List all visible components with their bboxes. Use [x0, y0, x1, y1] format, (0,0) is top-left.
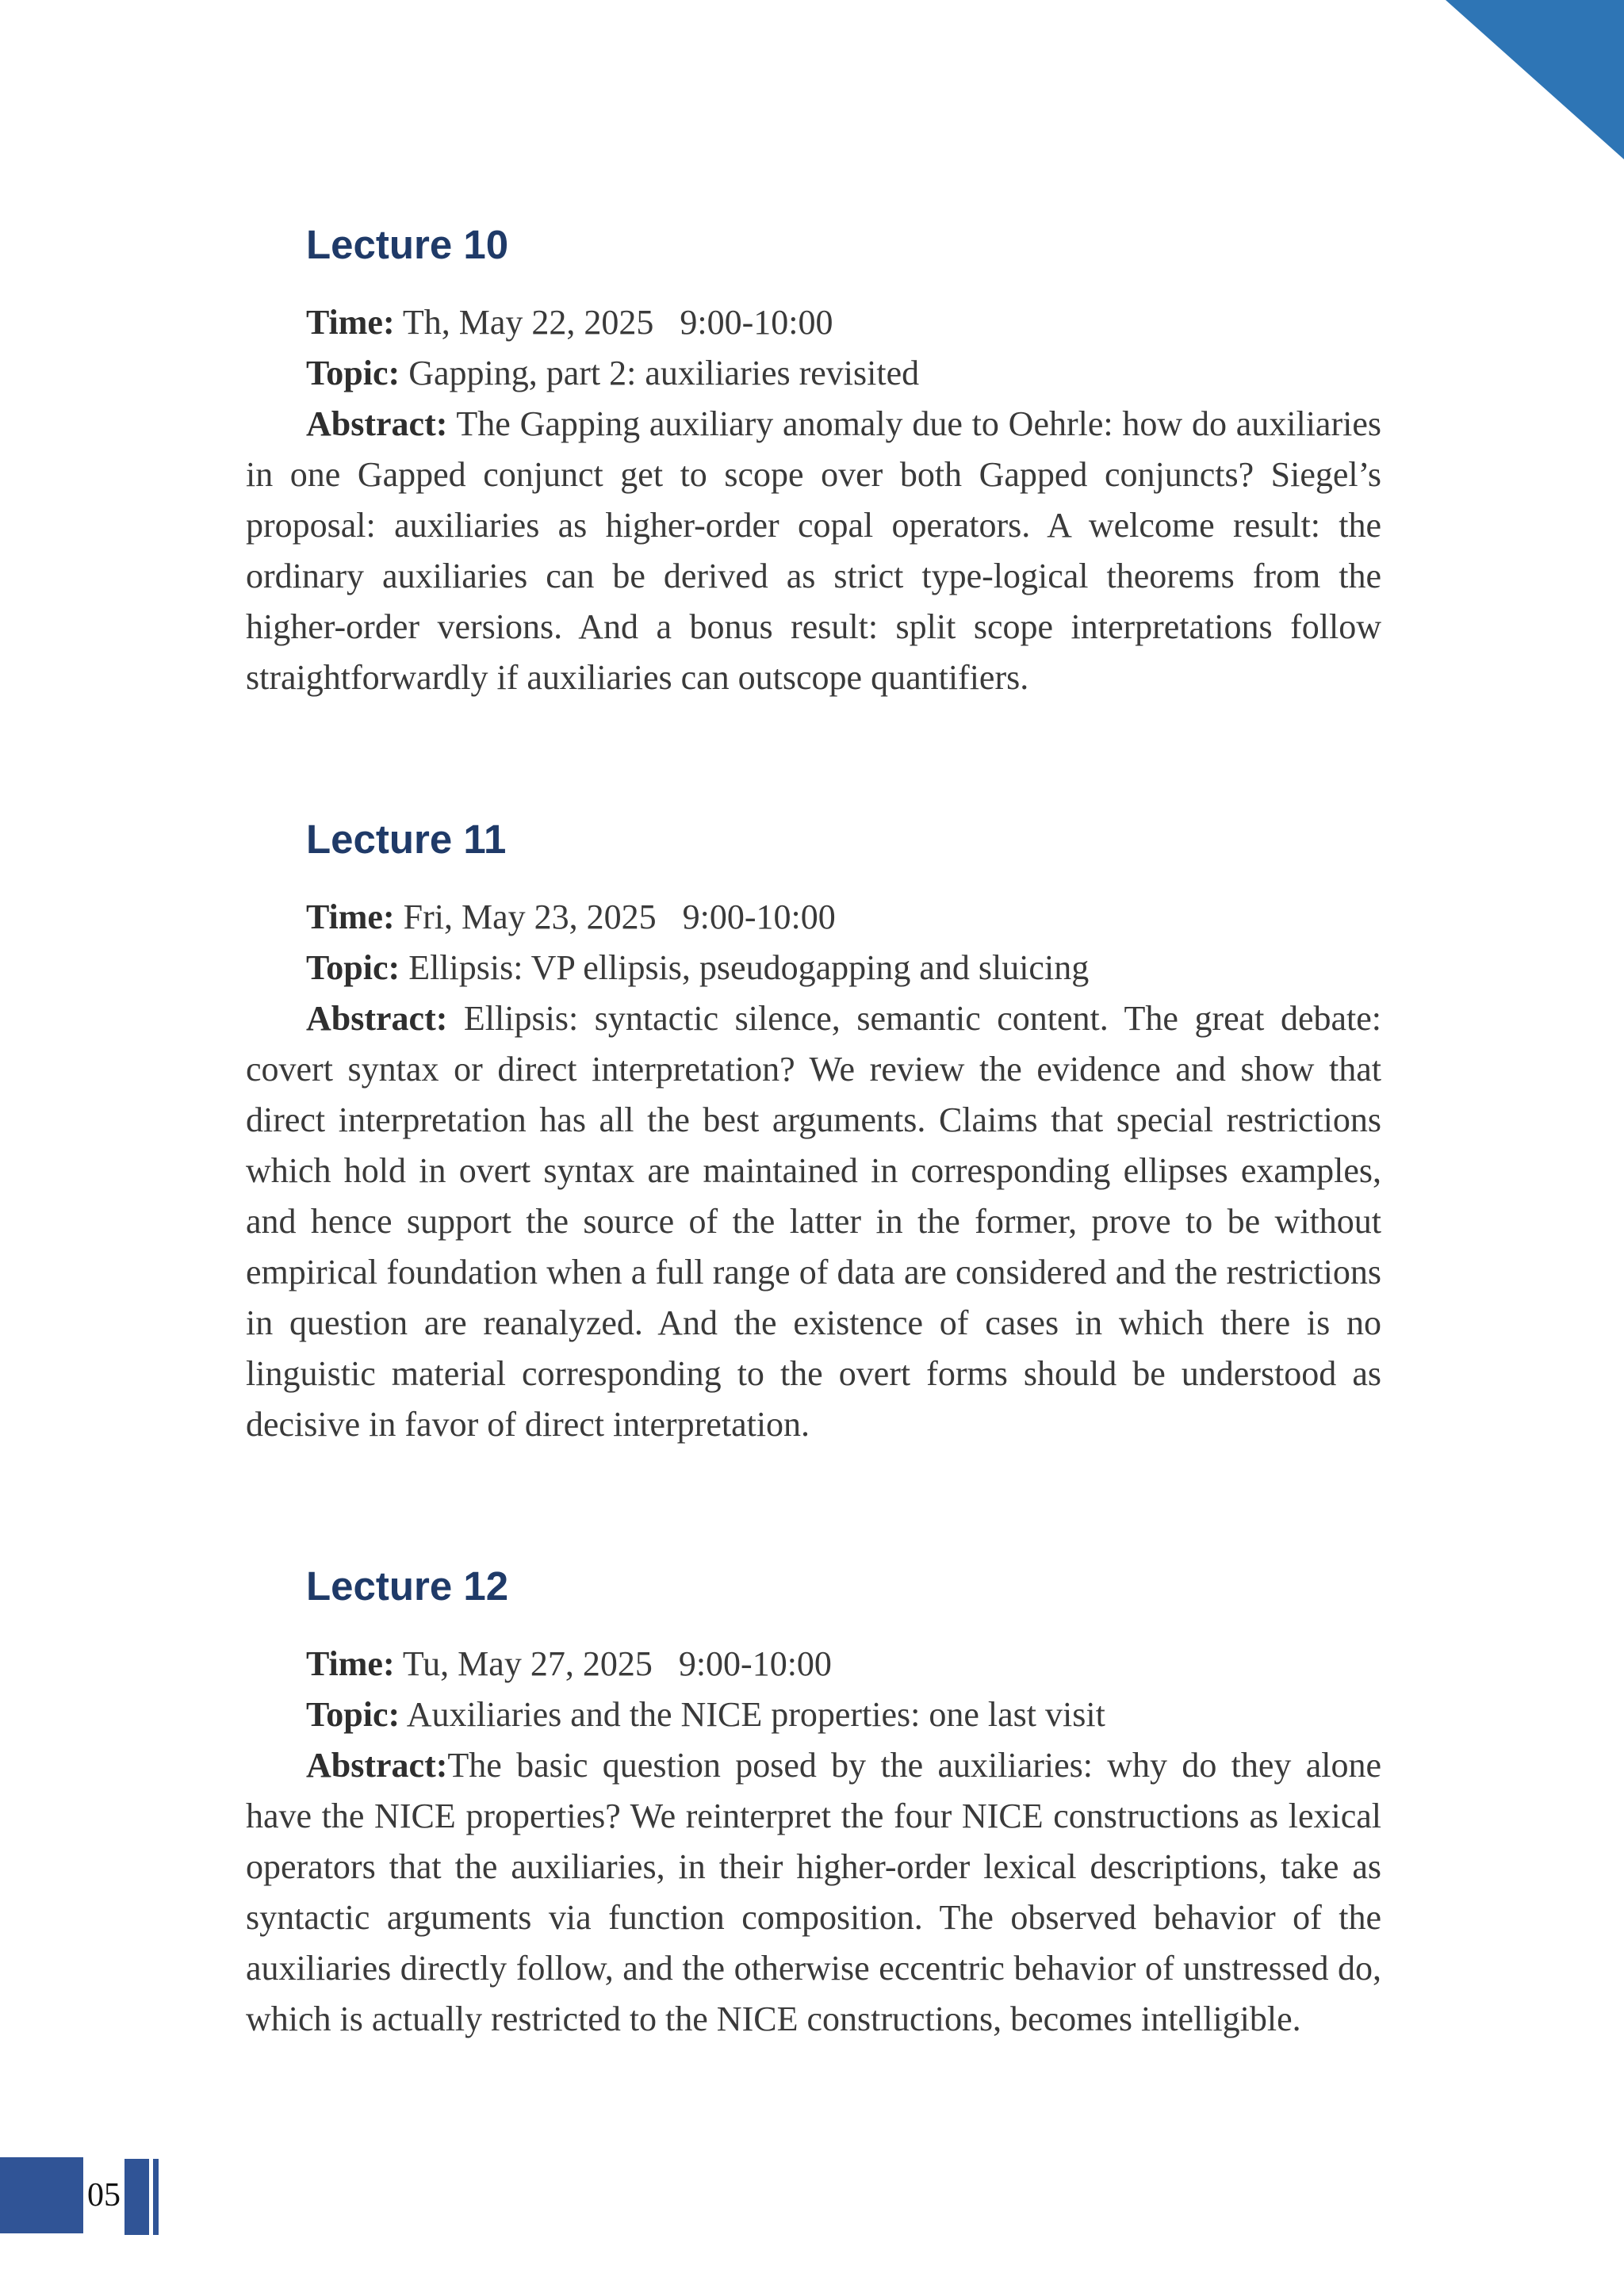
page-content	[246, 0, 1381, 2045]
lecture-title: Lecture 10	[306, 222, 509, 267]
abstract-text: The Gapping auxiliary anomaly due to Oehrle: how do auxiliaries in one Gapped conjunct get to scope over both Gapped conjuncts? Siegel’s proposal: auxiliaries as higher-order copal operators. A welcome result: the ordinary auxiliaries can be derived as strict type-logical theorems from the higher-order versions. And a bonus result: split scope interpretations follow straightforwardly if auxiliaries can outscope quantifiers.	[246, 404, 1381, 697]
abstract-label: Abstract:	[306, 999, 448, 1038]
lecture-section-12	[246, 1563, 1381, 2045]
topic-line	[306, 943, 1381, 993]
topic-line	[306, 348, 1381, 399]
topic-label: Topic:	[306, 354, 400, 392]
time-value: Fri, May 23, 2025 9:00-10:00	[394, 897, 836, 936]
topic-line	[306, 1689, 1381, 1740]
footer-bar-large	[0, 2157, 83, 2233]
time-value: Th, May 22, 2025 9:00-10:00	[394, 303, 833, 342]
topic-value: Ellipsis: VP ellipsis, pseudogapping and sluicing	[400, 948, 1090, 987]
abstract-paragraph	[246, 993, 1381, 1450]
topic-value: Gapping, part 2: auxiliaries revisited	[400, 354, 920, 392]
time-line	[306, 892, 1381, 943]
lecture-section-11	[246, 819, 1381, 1450]
footer-bar-medium	[124, 2159, 149, 2235]
page-number: 05	[87, 2177, 121, 2214]
time-value: Tu, May 27, 2025 9:00-10:00	[394, 1644, 832, 1683]
time-line	[306, 1639, 1381, 1689]
time-label: Time:	[306, 303, 395, 342]
footer-bar-thin	[153, 2159, 159, 2235]
abstract-label: Abstract:	[306, 1746, 448, 1785]
topic-label: Topic:	[306, 948, 400, 987]
time-line	[306, 297, 1381, 348]
time-label: Time:	[306, 897, 395, 936]
abstract-label: Abstract:	[306, 404, 448, 443]
time-label: Time:	[306, 1644, 395, 1683]
lecture-title: Lecture 12	[306, 1563, 509, 1609]
abstract-text: Ellipsis: syntactic silence, semantic content. The great debate: covert syntax or direct interpretation? We review the evidence and show that direct interpretation has all the best arguments. Claims that special restrictions which hold in overt syntax are maintained in corresponding ellipses examples, and hence support the source of the latter in the former, prove to be without empirical foundation when a full range of data are considered and the restrictions in question are reanalyzed. And the existence of cases in which there is no linguistic material corresponding to the overt forms should be understood as decisive in favor of direct interpretation.	[246, 999, 1381, 1444]
abstract-paragraph	[246, 1740, 1381, 2045]
corner-triangle-decoration	[1446, 0, 1624, 159]
topic-value: Auxiliaries and the NICE properties: one last visit	[400, 1695, 1105, 1734]
topic-label: Topic:	[306, 1695, 400, 1734]
lecture-title: Lecture 11	[306, 817, 507, 862]
abstract-paragraph	[246, 399, 1381, 703]
lecture-section-10	[246, 224, 1381, 703]
abstract-text: The basic question posed by the auxiliaries: why do they alone have the NICE properties? We reinterpret the four NICE constructions as lexical operators that the auxiliaries, in their higher-order lexical descriptions, take as syntactic arguments via function composition. The observed behavior of the auxiliaries directly follow, and the otherwise eccentric behavior of unstressed do, which is actually restricted to the NICE constructions, becomes intelligible.	[246, 1746, 1381, 2038]
